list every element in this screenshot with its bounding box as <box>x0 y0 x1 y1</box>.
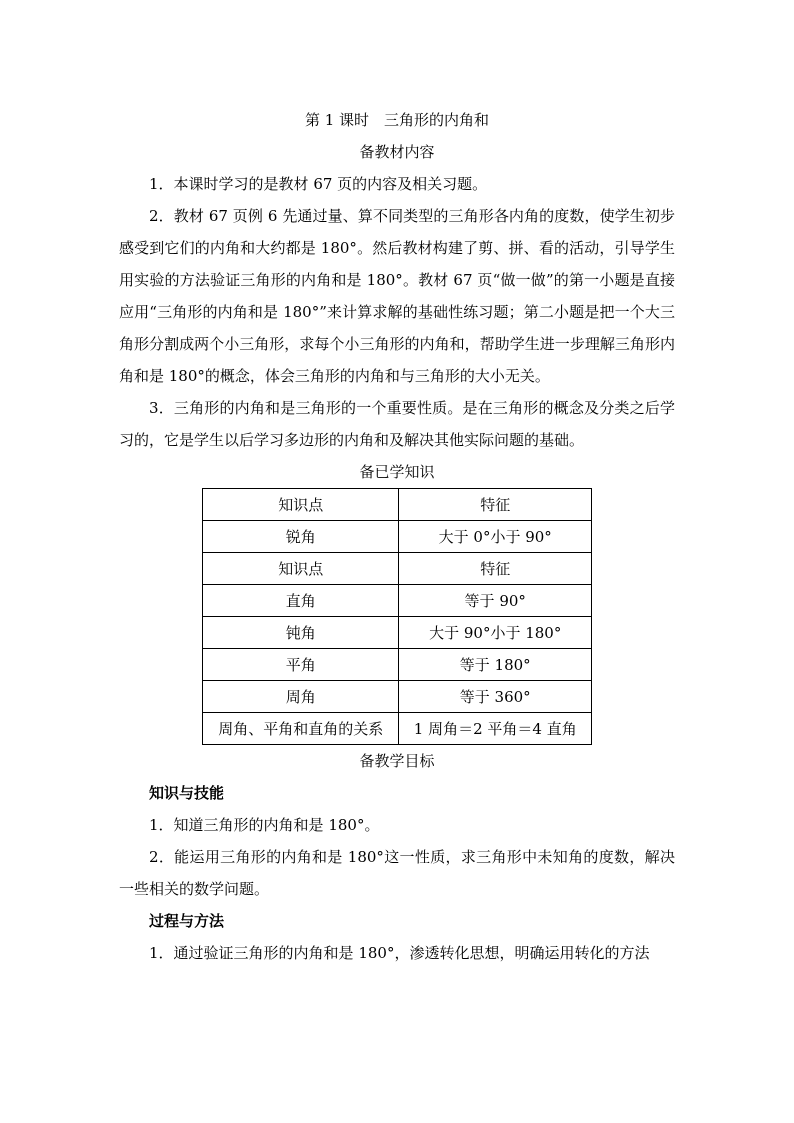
section-heading-objectives: 备教学目标 <box>359 752 435 770</box>
table-cell: 周角 <box>203 681 399 713</box>
objective-paragraph-2: 2．能运用三角形的内角和是 180°这一性质，求三角形中未知角的度数，解决一些相关的数学问题。 <box>119 848 675 898</box>
materials-paragraph-2: 2．教材 67 页例 6 先通过量、算不同类型的三角形各内角的度数，使学生初步感受到它们的内角和大约都是 180°。然后教材构建了剪、拼、看的活动，引导学生用实验的方法验证三角形的内角和是 180°。教材 67 页“做一做”的第一小题是直接应用“三角形的内角和是 180°”来计算求解的基础性练习题；第二小题是把一个大三角形分割成两个小三角形，求每个小三角形的内角和，帮助学生进一步理解三角形内角和是 180°的概念，体会三角形的内角和与三角形的大小无关。 <box>119 207 675 385</box>
table-cell: 知识点 <box>203 553 399 585</box>
table-row <box>203 649 592 681</box>
table-cell: 等于 180° <box>399 649 592 681</box>
table-row <box>203 585 592 617</box>
table-cell: 钝角 <box>203 617 399 649</box>
table-row <box>203 489 592 521</box>
table-cell: 周角、平角和直角的关系 <box>203 713 399 745</box>
subheading-knowledge-skills: 知识与技能 <box>149 784 225 802</box>
materials-paragraph-3: 3．三角形的内角和是三角形的一个重要性质。是在三角形的概念及分类之后学习的，它是学生以后学习多边形的内角和及解决其他实际问题的基础。 <box>119 399 675 449</box>
table-cell: 知识点 <box>203 489 399 521</box>
table-cell: 锐角 <box>203 521 399 553</box>
subheading-process-methods: 过程与方法 <box>149 912 225 930</box>
process-paragraph-1: 1．通过验证三角形的内角和是 180°，渗透转化思想，明确运用转化的方法 <box>149 944 650 962</box>
lesson-title: 第 1 课时 三角形的内角和 <box>304 111 490 129</box>
table-row <box>203 617 592 649</box>
section-heading-materials: 备教材内容 <box>359 143 435 161</box>
table-cell: 大于 0°小于 90° <box>399 521 592 553</box>
knowledge-table <box>202 488 592 745</box>
materials-paragraph-1: 1．本课时学习的是教材 67 页的内容及相关习题。 <box>149 175 488 193</box>
table-row <box>203 521 592 553</box>
table-cell: 1 周角＝2 平角＝4 直角 <box>399 713 592 745</box>
table-cell: 等于 90° <box>399 585 592 617</box>
table-cell: 直角 <box>203 585 399 617</box>
table-cell: 大于 90°小于 180° <box>399 617 592 649</box>
objective-paragraph-1: 1．知道三角形的内角和是 180°。 <box>149 816 380 834</box>
table-cell: 特征 <box>399 489 592 521</box>
table-row <box>203 553 592 585</box>
section-heading-prior-knowledge: 备已学知识 <box>359 463 435 481</box>
table-row <box>203 713 592 745</box>
document-content <box>119 104 675 969</box>
table-cell: 等于 360° <box>399 681 592 713</box>
table-cell: 平角 <box>203 649 399 681</box>
table-cell: 特征 <box>399 553 592 585</box>
table-row <box>203 681 592 713</box>
